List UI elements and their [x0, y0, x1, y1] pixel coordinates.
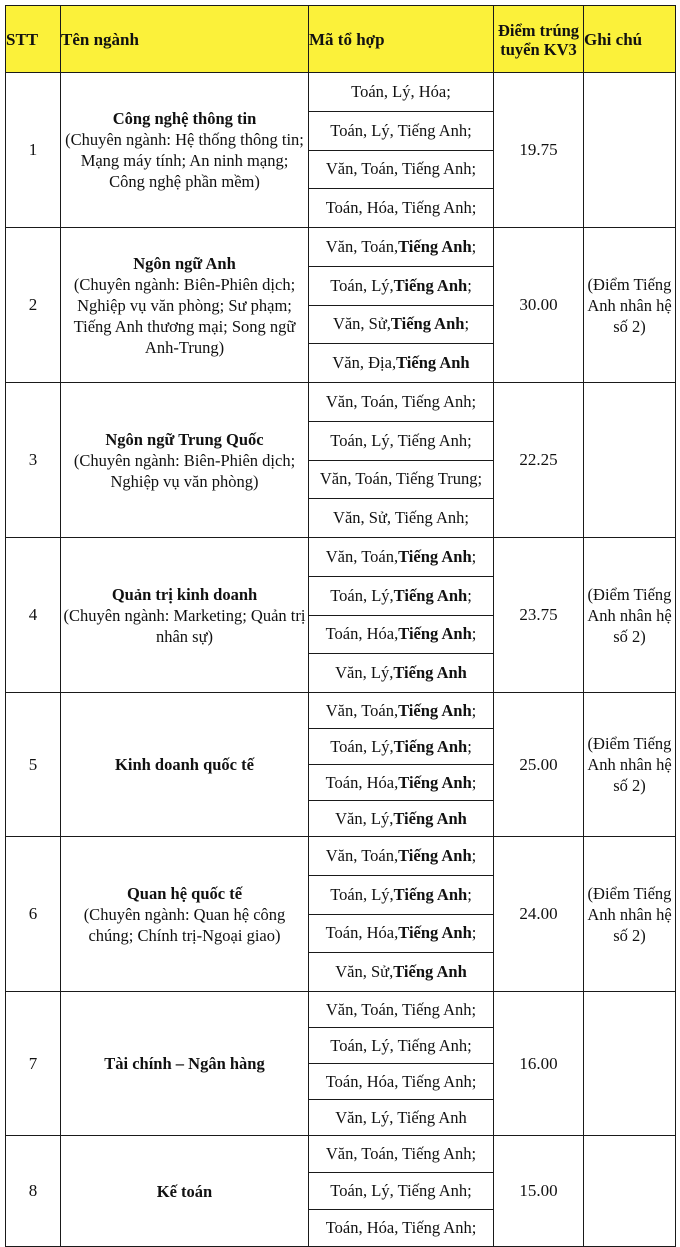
- row-stt: 6: [6, 837, 61, 992]
- combo-subjects: Văn, Địa,: [332, 353, 397, 373]
- admission-score-table: [5, 5, 676, 1247]
- combo-weighted-subject: Tiếng Anh: [393, 962, 467, 982]
- subject-combo: [309, 1136, 493, 1173]
- subject-combo: [309, 306, 493, 345]
- table-row: [6, 693, 676, 837]
- major-name: Ngôn ngữ Trung Quốc: [105, 429, 264, 449]
- subject-combo: [309, 538, 493, 577]
- row-stt: 3: [6, 383, 61, 538]
- combo-suffix: ;: [467, 736, 472, 756]
- major-name: Ngôn ngữ Anh: [133, 253, 236, 273]
- row-note: [584, 383, 676, 538]
- row-stt: 4: [6, 538, 61, 693]
- row-stt: 1: [6, 73, 61, 228]
- subject-combo: [309, 915, 493, 954]
- major-name: Quan hệ quốc tế: [126, 883, 243, 903]
- combo-weighted-subject: Tiếng Anh: [398, 772, 472, 792]
- combo-subjects: Văn, Sử, Tiếng Anh;: [333, 508, 469, 528]
- subject-combo: [309, 837, 493, 876]
- row-note: (Điểm Tiếng Anh nhân hệ số 2): [584, 228, 676, 383]
- subject-combo: [309, 876, 493, 915]
- combo-subjects: Văn, Toán, Tiếng Anh;: [325, 999, 477, 1019]
- header-note: Ghi chú: [584, 6, 676, 73]
- row-stt: 7: [6, 992, 61, 1136]
- row-score: 15.00: [494, 1136, 584, 1247]
- row-major: [61, 383, 309, 538]
- table-row: [6, 992, 676, 1136]
- major-name: Công nghệ thông tin: [112, 109, 257, 128]
- combo-suffix: ;: [464, 314, 470, 334]
- row-note: [584, 73, 676, 228]
- combo-subjects: Văn, Toán,: [325, 845, 399, 865]
- combo-subjects: Văn, Toán, Tiếng Anh;: [325, 391, 477, 411]
- combo-subjects: Toán, Lý, Tiếng Anh;: [330, 120, 472, 140]
- subject-combo: [309, 461, 493, 500]
- major-specialization: (Chuyên ngành: Biên-Phiên dịch; Nghiệp vụ văn phòng): [73, 450, 296, 491]
- header-major: Tên ngành: [61, 6, 309, 73]
- subject-combo: [309, 693, 493, 729]
- combo-suffix: ;: [471, 772, 477, 792]
- subject-combo: [309, 73, 493, 112]
- subject-combo: [309, 267, 493, 306]
- combo-subjects: Văn, Sử,: [332, 314, 391, 334]
- table-row: [6, 228, 676, 383]
- combo-subjects: Toán, Lý,: [330, 736, 394, 756]
- combo-subjects: Toán, Lý, Tiếng Anh;: [330, 1035, 472, 1055]
- combo-weighted-subject: Tiếng Anh: [393, 585, 468, 605]
- combo-subjects: Toán, Hóa, Tiếng Anh;: [325, 198, 477, 218]
- combo-suffix: ;: [471, 923, 477, 943]
- row-major: [61, 693, 309, 837]
- combo-weighted-subject: Tiếng Anh: [396, 353, 470, 373]
- row-score: 16.00: [494, 992, 584, 1136]
- row-combos: [309, 1136, 494, 1247]
- subject-combo: [309, 992, 493, 1028]
- row-major: [61, 1136, 309, 1247]
- subject-combo: [309, 112, 493, 151]
- combo-subjects: Văn, Toán,: [325, 236, 399, 256]
- major-name: Quản trị kinh doanh: [111, 584, 258, 604]
- header-stt: STT: [6, 6, 61, 73]
- header-score: Điểm trúng tuyển KV3: [494, 6, 584, 73]
- row-score: 25.00: [494, 693, 584, 837]
- row-score: 22.25: [494, 383, 584, 538]
- combo-weighted-subject: Tiếng Anh: [398, 236, 472, 256]
- subject-combo: [309, 765, 493, 801]
- combo-subjects: Toán, Hóa,: [325, 772, 399, 792]
- subject-combo: [309, 1173, 493, 1210]
- major-specialization: (Chuyên ngành: Biên-Phiên dịch; Nghiệp vụ văn phòng; Sư phạm; Tiếng Anh thương mại; Song ngữ Anh-Trung): [73, 274, 296, 357]
- combo-weighted-subject: Tiếng Anh: [398, 700, 472, 720]
- subject-combo: [309, 151, 493, 190]
- major-name: Kế toán: [156, 1181, 213, 1201]
- combo-weighted-subject: Tiếng Anh: [390, 314, 465, 334]
- row-stt: 5: [6, 693, 61, 837]
- table-row: [6, 538, 676, 693]
- row-combos: [309, 538, 494, 693]
- subject-combo: [309, 1028, 493, 1064]
- row-major: [61, 992, 309, 1136]
- table-row: [6, 837, 676, 992]
- row-stt: 8: [6, 1136, 61, 1247]
- combo-subjects: Toán, Hóa, Tiếng Anh;: [325, 1218, 477, 1237]
- combo-suffix: ;: [467, 275, 472, 295]
- combo-suffix: ;: [471, 236, 477, 256]
- subject-combo: [309, 729, 493, 765]
- combo-subjects: Toán, Lý,: [330, 275, 394, 295]
- combo-subjects: Toán, Lý, Tiếng Anh;: [330, 1181, 472, 1200]
- row-score: 19.75: [494, 73, 584, 228]
- subject-combo: [309, 189, 493, 227]
- combo-subjects: Văn, Toán, Tiếng Trung;: [319, 469, 483, 489]
- subject-combo: [309, 616, 493, 655]
- combo-weighted-subject: Tiếng Anh: [393, 663, 467, 683]
- subject-combo: [309, 1100, 493, 1135]
- subject-combo: [309, 422, 493, 461]
- combo-subjects: Toán, Lý, Tiếng Anh;: [330, 430, 472, 450]
- combo-subjects: Văn, Lý,: [335, 663, 394, 683]
- combo-subjects: Văn, Lý, Tiếng Anh: [335, 1107, 467, 1127]
- subject-combo: [309, 383, 493, 422]
- subject-combo: [309, 344, 493, 382]
- row-score: 23.75: [494, 538, 584, 693]
- combo-weighted-subject: Tiếng Anh: [393, 275, 468, 295]
- header-combo: Mã tổ hợp: [309, 6, 494, 73]
- combo-subjects: Toán, Hóa,: [325, 923, 399, 943]
- combo-suffix: ;: [467, 585, 472, 605]
- row-major: [61, 538, 309, 693]
- row-major: [61, 73, 309, 228]
- combo-subjects: Toán, Lý, Hóa;: [351, 81, 451, 101]
- row-score: 24.00: [494, 837, 584, 992]
- combo-subjects: Văn, Toán, Tiếng Anh;: [325, 159, 477, 179]
- row-score: 30.00: [494, 228, 584, 383]
- subject-combo: [309, 499, 493, 537]
- combo-weighted-subject: Tiếng Anh: [398, 624, 472, 644]
- subject-combo: [309, 801, 493, 836]
- subject-combo: [309, 1064, 493, 1100]
- row-combos: [309, 693, 494, 837]
- major-specialization: (Chuyên ngành: Quan hệ công chúng; Chính trị-Ngoại giao): [83, 904, 286, 945]
- combo-weighted-subject: Tiếng Anh: [393, 736, 468, 756]
- table-row: [6, 73, 676, 228]
- combo-subjects: Văn, Lý,: [335, 808, 394, 828]
- combo-weighted-subject: Tiếng Anh: [393, 884, 468, 904]
- combo-subjects: Toán, Lý,: [330, 884, 394, 904]
- row-combos: [309, 837, 494, 992]
- table-row: [6, 383, 676, 538]
- combo-subjects: Văn, Toán,: [325, 546, 399, 566]
- major-name: Kinh doanh quốc tế: [115, 755, 254, 774]
- row-note: [584, 992, 676, 1136]
- table-row: [6, 1136, 676, 1247]
- combo-subjects: Toán, Lý,: [330, 585, 394, 605]
- major-name: Tài chính – Ngân hàng: [104, 1054, 265, 1073]
- row-stt: 2: [6, 228, 61, 383]
- row-major: [61, 228, 309, 383]
- table-header-row: [6, 6, 676, 73]
- combo-suffix: ;: [471, 845, 477, 865]
- row-major: [61, 837, 309, 992]
- subject-combo: [309, 654, 493, 692]
- row-note: (Điểm Tiếng Anh nhân hệ số 2): [584, 693, 676, 837]
- subject-combo: [309, 228, 493, 267]
- subject-combo: [309, 577, 493, 616]
- row-combos: [309, 73, 494, 228]
- major-specialization: (Chuyên ngành: Marketing; Quản trị nhân sự): [63, 605, 306, 646]
- combo-weighted-subject: Tiếng Anh: [398, 923, 472, 943]
- row-combos: [309, 228, 494, 383]
- row-combos: [309, 992, 494, 1136]
- row-note: (Điểm Tiếng Anh nhân hệ số 2): [584, 837, 676, 992]
- combo-subjects: Toán, Hóa,: [325, 624, 399, 644]
- combo-subjects: Văn, Sử,: [335, 962, 394, 982]
- combo-weighted-subject: Tiếng Anh: [398, 845, 472, 865]
- combo-weighted-subject: Tiếng Anh: [398, 546, 472, 566]
- combo-subjects: Văn, Toán,: [325, 700, 399, 720]
- combo-suffix: ;: [471, 546, 477, 566]
- row-note: [584, 1136, 676, 1247]
- combo-subjects: Toán, Hóa, Tiếng Anh;: [325, 1071, 477, 1091]
- combo-suffix: ;: [471, 624, 477, 644]
- major-specialization: (Chuyên ngành: Hệ thống thông tin; Mạng máy tính; An ninh mạng; Công nghệ phần mềm): [65, 130, 304, 191]
- subject-combo: [309, 953, 493, 991]
- row-combos: [309, 383, 494, 538]
- combo-suffix: ;: [467, 884, 472, 904]
- combo-suffix: ;: [471, 700, 477, 720]
- combo-subjects: Văn, Toán, Tiếng Anh;: [325, 1144, 477, 1163]
- table-body: [6, 73, 676, 1247]
- combo-weighted-subject: Tiếng Anh: [393, 808, 467, 828]
- row-note: (Điểm Tiếng Anh nhân hệ số 2): [584, 538, 676, 693]
